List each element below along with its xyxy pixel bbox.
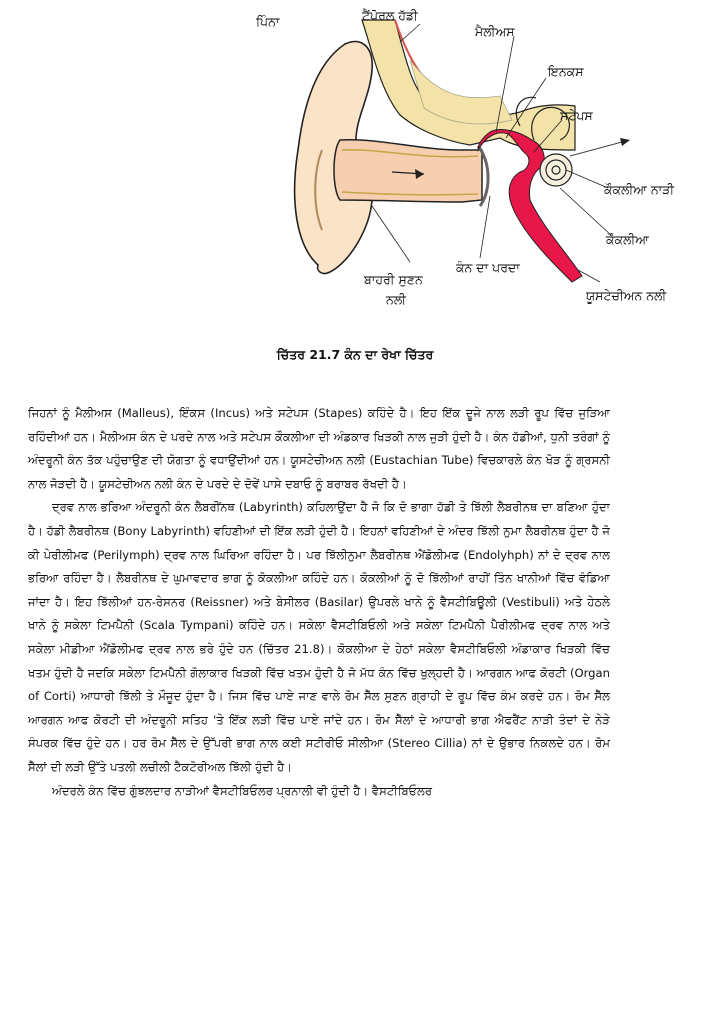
- label-eustachian-tube: ਯੂਸਟੇਚੀਅਨ ਨਲੀ: [586, 288, 667, 303]
- figure-caption: ਚਿੱਤਰ 21.7 ਕੰਨ ਦਾ ਰੇਖਾ ਚਿੱਤਰ: [276, 347, 434, 362]
- label-malleus: ਮੈਲੀਅਸ: [475, 24, 515, 39]
- body-text: [28, 402, 610, 1007]
- temporal-bone-shape: [362, 20, 575, 150]
- label-cochlea: ਕੌਕਲੀਆ: [606, 232, 649, 247]
- label-cochlear-nerve: ਕੌਕਲੀਆ ਨਾੜੀ: [604, 182, 675, 197]
- label-ear-canal-line1: ਬਾਹਰੀ ਸੁਣਨ: [364, 272, 423, 287]
- ear-diagram: [0, 0, 710, 345]
- label-pinna: ਪਿੰਨਾ: [256, 14, 280, 29]
- label-incus: ਇਨਕਸ: [548, 64, 584, 79]
- paragraph: ਜਿਹਨਾਂ ਨੂੰ ਮੈਲੀਅਸ (Malleus), ਇੰਕਸ (Incus) ਅਤੇ ਸਟੇਪਸ (Stapes) ਕਹਿੰਦੇ ਹੈ। ਇਹ ਇੱਕ ਦੂਜੇ ਨਾਲ ਲੜੀ ਰੂਪ ਵਿੱਚ ਜੁੜਿਆ ਰਹਿੰਦੀਆਂ ਹਨ। ਮੈਲੀਅਸ ਕੰਨ ਦੇ ਪਰਦੇ ਨਾਲ ਅਤੇ ਸਟੇਪਸ ਕੌਕਲੀਆ ਦੀ ਅੰਡਕਾਰ ਖਿੜਕੀ ਨਾਲ ਜੁੜੀ ਹੁੰਦੀ ਹੈ। ਕੰਨ ਹੱਡੀਆਂ, ਧੁਨੀ ਤਰੰਗਾਂ ਨੂੰ ਅੰਦਰੂਨੀ ਕੰਨ ਤੱਕ ਪਹੁੰਚਾਉਣ ਦੀ ਯੋਗਤਾ ਨੂੰ ਵਧਾਉਂਦੀਆਂ ਹਨ। ਯੂਸਟੇਚੀਅਨ ਨਲੀ (Eustachian Tube) ਵਿਚਕਾਰਲੇ ਕੰਨ ਖੋੜ ਨੂੰ ਗ੍ਰਸਨੀ ਨਾਲ ਜੋੜਦੀ ਹੈ। ਯੂਸਟੇਚੀਅਨ ਨਲੀ ਕੰਨ ਦੇ ਪਰਦੇ ਦੇ ਦੋਵੇਂ ਪਾਸੇ ਦਬਾਓ ਨੂੰ ਬਰਾਬਰ ਰੱਖਦੀ ਹੈ।: [28, 406, 610, 491]
- label-ear-canal-line2: ਨਲੀ: [386, 292, 407, 307]
- paragraph: ਅੰਦਰਲੇ ਕੰਨ ਵਿੱਚ ਗੁੰਝਲਦਾਰ ਨਾੜੀਆਂ ਵੈਸਟੀਬਿਓਲਰ ਪ੍ਰਨਾਲੀ ਵੀ ਹੁੰਦੀ ਹੈ। ਵੈਸਟੀਬਿਓਲਰ: [52, 783, 433, 798]
- label-temporal-bone: ਟੈਂਪੋਰਲ ਹੱਡੀ: [362, 8, 418, 23]
- label-stapes: ਸਟੇਪਸ: [560, 108, 593, 123]
- label-eardrum: ਕੰਨ ਦਾ ਪਰਦਾ: [456, 260, 520, 275]
- paragraph: ਦ੍ਰਵ ਨਾਲ ਭਰਿਆ ਅੰਦਰੂਨੀ ਕੰਨ ਲੈਬਰੀਂਨਥ (Labyrinth) ਕਹਿਲਾਉਂਦਾ ਹੈ ਜੋ ਕਿ ਦੋ ਭਾਗਾ ਹੱਡੀ ਤੇ ਝਿੱਲੀ ਲੈਬਰੀਨਥ ਦਾ ਬਣਿਆ ਹੁੰਦਾ ਹੈ। ਹੱਡੀ ਲੈਬਰੀਨਥ (Bony Labyrinth) ਵਹਿਣੀਆਂ ਦੀ ਇੱਕ ਲੜੀ ਹੁੰਦੀ ਹੈ। ਇਹਨਾਂ ਵਹਿਣੀਆਂ ਦੇ ਅੰਦਰ ਝਿੱਲੀ ਨੁਮਾ ਲੈਬਰੀਨਥ ਹੁੰਦਾ ਹੈ ਜੋ ਕੀ ਪੇਰੀਲੀਮਫ (Perilymph) ਦ੍ਰਵ ਨਾਲ ਘਿਰਿਆ ਰਹਿੰਦਾ ਹੈ। ਪਰ ਝਿੱਲੀਨੁਮਾ ਲੈਬਰੀਨਥ ਐਂਡੋਲੀਮਫ (Endolyhph) ਨਾਂ ਦੇ ਦ੍ਰਵ ਨਾਲ ਭਰਿਆ ਰਹਿੰਦਾ ਹੈ। ਲੈਬਰੀਨਥ ਦੇ ਘੁਮਾਵਦਾਰ ਭਾਗ ਨੂੰ ਕੋਕਲੀਆ ਕਹਿੰਦੇ ਹਨ। ਕੋਕਲੀਆਂ ਨੂੰ ਦੋ ਝਿੱਲੀਆਂ ਰਾਹੀਂ ਤਿੰਨ ਖਾਨੀਆਂ ਵਿੱਚ ਵੰਡਿਆ ਜਾਂਦਾ ਹੈ। ਇਹ ਝਿੱਲੀਆਂ ਹਨ-ਰੇਸਨਰ (Reissner) ਅਤੇ ਬੇਸੀਲਰ (Basilar) ਉਪਰਲੇ ਖਾਨੇ ਨੂੰ ਵੈਸਟੀਬਿਊਲੀ (Vestibuli) ਅਤੇ ਹੇਠਲੇ ਖਾਨੇ ਨੂੰ ਸਕੇਲਾ ਟਿਮਪੈਨੀ (Scala Tympani) ਕਹਿੰਦੇ ਹਨ। ਸਕੇਲਾ ਵੈਸਟੀਬਿਓਲੀ ਅਤੇ ਸਕੇਲਾ ਟਿਮਪੈਨੀ ਪੈਰੀਲੀਮਫ ਦ੍ਰਵ ਨਾਲ ਅਤੇ ਸਕੇਲਾ ਮੀਡੀਆ ਐਂਡੋਲੀਮਫ ਦ੍ਰਵ ਨਾਲ ਭਰੇ ਹੁੰਦੇ ਹਨ (ਚਿੱਤਰ 21.8)। ਕੋਕਲੀਆ ਦੇ ਹੇਠਾਂ ਸਕੇਲਾ ਵੈਸਟੀਬਿਓਲੀ ਅੰਡਾਕਾਰ ਖਿੜਕੀ ਵਿੱਚ ਖਤਮ ਹੁੰਦੀ ਹੈ ਜਦਕਿ ਸਕੇਲਾ ਟਿਮਪੈਨੀ ਗੋਲਾਕਾਰ ਖਿੜਕੀ ਵਿੱਚ ਖਤਮ ਹੁੰਦੀ ਹੈ ਜੋ ਮੱਧ ਕੰਨ ਵਿੱਚ ਖੁਲ੍ਹਦੀ ਹੈ। ਆਰਗਨ ਆਫ ਕੋਰਟੀ (Organ of Corti) ਆਧਾਰੀ ਝਿੱਲੀ ਤੇ ਮੌਜੂਦ ਹੁੰਦਾ ਹੈ। ਜਿਸ ਵਿੱਚ ਪਾਏ ਜਾਣ ਵਾਲੇ ਰੋਮ ਸੈੱਲ ਸੁਣਨ ਗ੍ਰਾਹੀ ਦੇ ਰੂਪ ਵਿੱਚ ਕੰਮ ਕਰਦੇ ਹਨ। ਰੋਮ ਸੈੱਲ ਆਰਗਨ ਆਫ ਕੋਰਟੀ ਦੀ ਅੰਦਰੂਨੀ ਸਤਿਹ 'ਤੇ ਇੱਕ ਲੜੀ ਵਿੱਚ ਪਾਏ ਜਾਂਦੇ ਹਨ। ਰੋਮ ਸੈੱਲਾਂ ਦੇ ਆਧਾਰੀ ਭਾਗ ਐਫਰੈਂਟ ਨਾੜੀ ਤੰਦਾਂ ਦੇ ਨੇੜੇ ਸੰਪਰਕ ਵਿੱਚ ਹੁੰਦੇ ਹਨ। ਹਰ ਰੋਮ ਸੈੱਲ ਦੇ ਉੱਪਰੀ ਭਾਗ ਨਾਲ ਕਈ ਸਟੀਰੀਓ ਸੀਲੀਆ (Stereo Cillia) ਨਾਂ ਦੇ ਉਭਾਰ ਨਿਕਲਦੇ ਹਨ। ਰੋਮ ਸੈੱਲਾਂ ਦੀ ਲੜੀ ਉੱਤੇ ਪਤਲੀ ਲਚੀਲੀ ਟੈਕਟੋਰੀਅਲ ਝਿੱਲੀ ਹੁੰਦੀ ਹੈ।: [28, 500, 610, 774]
